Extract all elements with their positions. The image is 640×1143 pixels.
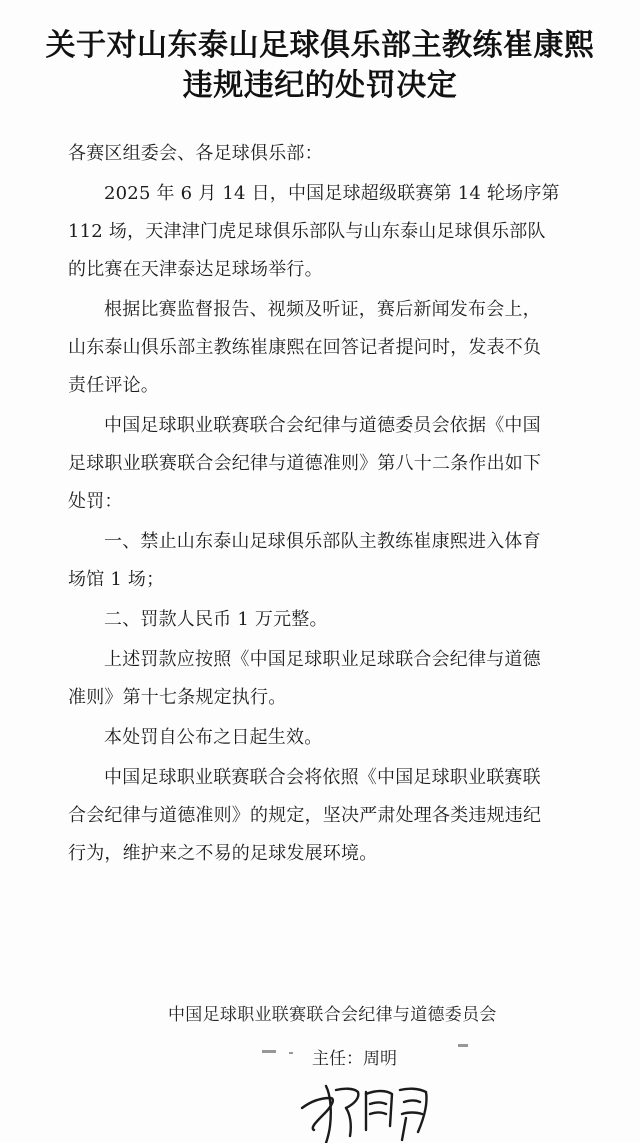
paragraph-line: 2025 年 6 月 14 日，中国足球超级联赛第 14 轮场序第 xyxy=(104,183,560,204)
paragraph-line: 行为，维护来之不易的足球发展环境。 xyxy=(68,843,378,864)
paragraph-line: 本处罚自公布之日起生效。 xyxy=(104,727,323,748)
document-title-line-1: 关于对山东泰山足球俱乐部主教练崔康熙 xyxy=(45,28,595,63)
chairman-line: 主任：周明 xyxy=(312,1049,397,1069)
paragraph-line: 中国足球职业联赛联合会将依照《中国足球职业联赛联 xyxy=(104,767,541,788)
paragraph-line: 处罚： xyxy=(68,491,123,512)
salutation: 各赛区组委会、各足球俱乐部： xyxy=(68,143,323,164)
scan-mark xyxy=(289,1052,293,1054)
paragraph-line: 足球职业联赛联合会纪律与道德准则》第八十二条作出如下 xyxy=(68,453,542,474)
paragraph-line: 112 场，天津津门虎足球俱乐部队与山东泰山足球俱乐部队 xyxy=(68,221,546,242)
paragraph-line: 责任评论。 xyxy=(68,375,159,396)
paragraph-line: 上述罚款应按照《中国足球职业足球联合会纪律与道德 xyxy=(104,649,541,670)
document-title-line-2: 违规违纪的处罚决定 xyxy=(182,68,458,103)
paragraph-line: 的比赛在天津泰达足球场举行。 xyxy=(68,259,323,280)
paragraph-line: 合会纪律与道德准则》的规定，坚决严肃处理各类违规违纪 xyxy=(68,805,542,826)
paragraph-line: 根据比赛监督报告、视频及听证，赛后新闻发布会上， xyxy=(104,299,541,320)
penalty-item: 一、禁止山东泰山足球俱乐部队主教练崔康熙进入体育 xyxy=(104,531,541,552)
scan-mark xyxy=(458,1044,468,1047)
penalty-item: 场馆 1 场； xyxy=(68,569,165,590)
scan-mark xyxy=(262,1050,276,1053)
paragraph-line: 中国足球职业联赛联合会纪律与道德委员会依据《中国 xyxy=(104,415,541,436)
handwritten-signature xyxy=(296,1068,446,1143)
penalty-item: 二、罚款人民币 1 万元整。 xyxy=(104,609,328,630)
issuing-committee: 中国足球职业联赛联合会纪律与道德委员会 xyxy=(168,1005,497,1025)
paragraph-line: 山东泰山俱乐部主教练崔康熙在回答记者提问时，发表不负 xyxy=(68,337,542,358)
paragraph-line: 准则》第十七条规定执行。 xyxy=(68,687,287,708)
